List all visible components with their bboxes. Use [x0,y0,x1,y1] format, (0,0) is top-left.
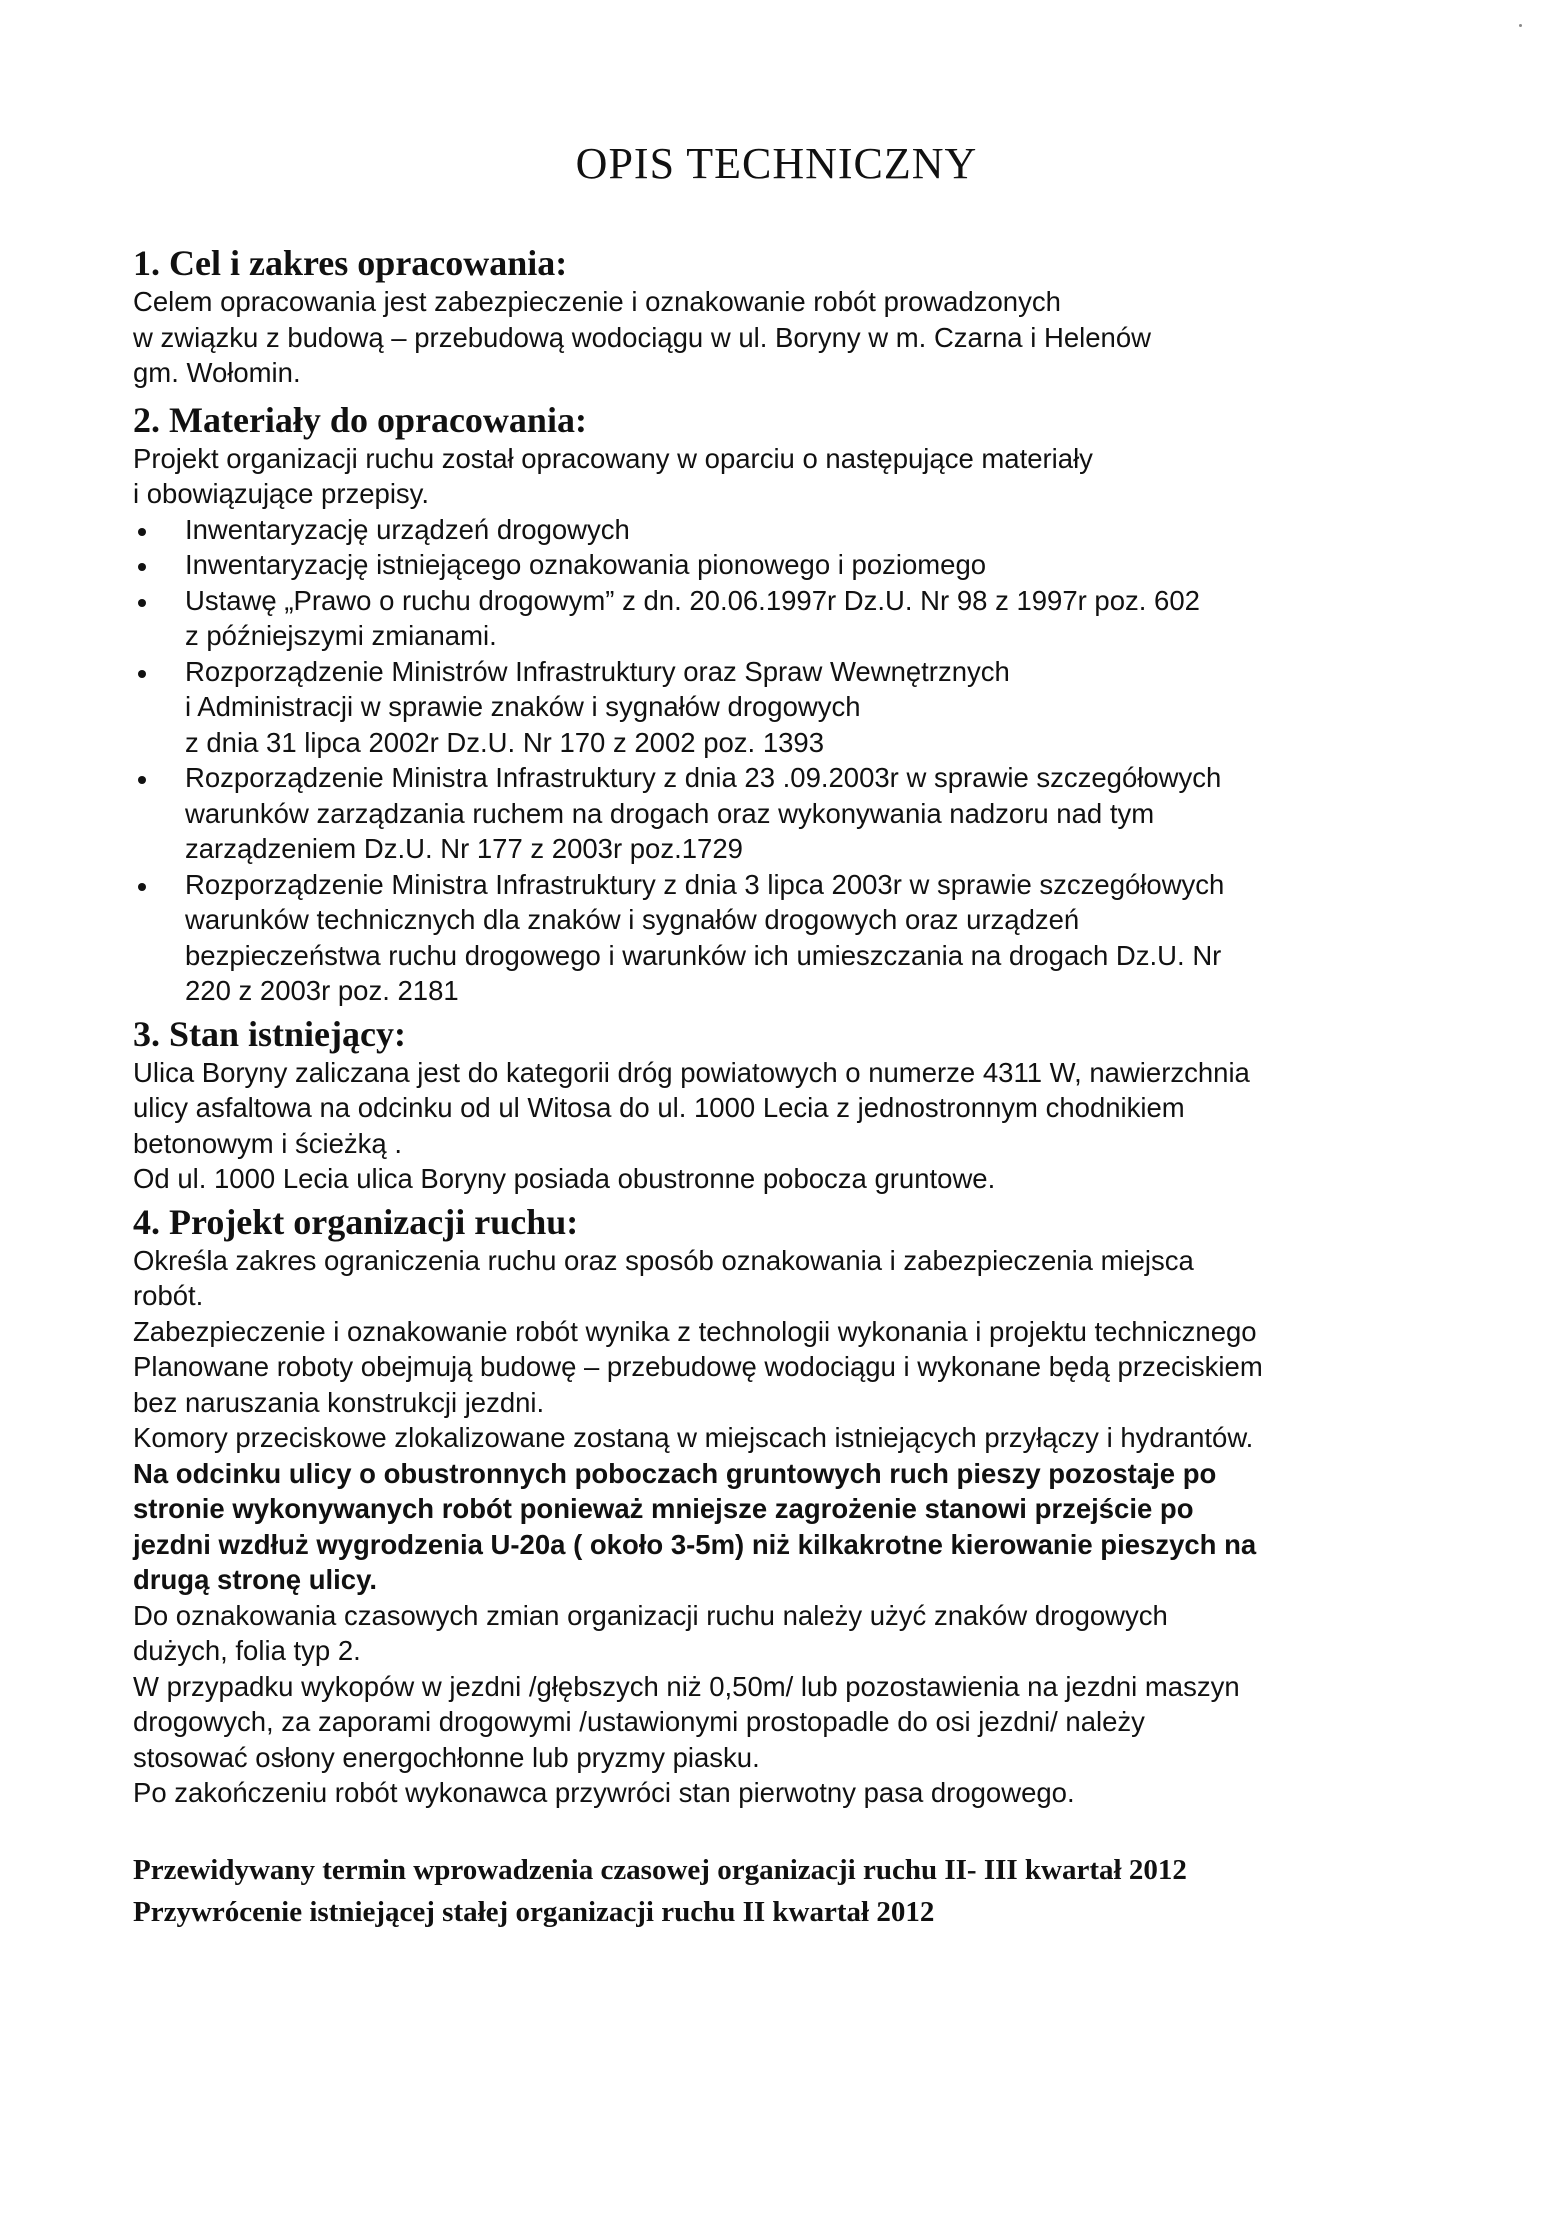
section-cel-i-zakres [133,242,1413,391]
bullet-icon [138,599,146,607]
section-heading: 2. Materiały do opracowania: [133,399,587,440]
document-title: OPIS TECHNICZNY [575,139,978,188]
list-item [133,654,1413,761]
paragraph: Od ul. 1000 Lecia ulica Boryny posiada obustronne pobocza gruntowe. [133,1163,996,1194]
list-item-text: Inwentaryzację urządzeń drogowych [185,513,630,545]
bullet-icon [138,563,146,571]
scan-artifact [1519,24,1522,27]
paragraph: Po zakończeniu robót wykonawca przywróci stan pierwotny pasa drogowego. [133,1777,1075,1808]
paragraph: Ulica Boryny zaliczana jest do kategorii dróg powiatowych o numerze 4311 W, nawierzchnia ulicy asfaltowa na odcinku od ul Witosa do ul. 1000 Lecia z jednostronnym chodnikiem betonowym i ścieżką . [133,1056,1250,1159]
bullet-icon [138,670,146,678]
list-item [133,583,1413,654]
paragraph: Komory przeciskowe zlokalizowane zostaną w miejscach istniejących przyłączy i hydrantów. [133,1422,1254,1453]
paragraph: Celem opracowania jest zabezpieczenie i oznakowanie robót prowadzonych w związku z budową – przebudową wodociągu w ul. Boryny w m. Czarna i Helenów gm. Wołomin. [133,286,1151,388]
list-item-text: Rozporządzenie Ministrów Infrastruktury oraz Spraw Wewnętrznych i Administracji w sprawie znaków i sygnałów drogowych z dnia 31 lipca 2002r Dz.U. Nr 170 z 2002 poz. 1393 [185,655,1010,758]
list-item-text: Inwentaryzację istniejącego oznakowania pionowego i poziomego [185,549,987,580]
schedule-line-restoration: Przywrócenie istniejącej stałej organizacji ruchu II kwartał 2012 [133,1895,935,1928]
paragraph: Planowane roboty obejmują budowę – przebudowę wodociągu i wykonane będą przeciskiem bez naruszania konstrukcji jezdni. [133,1351,1263,1418]
list-item [133,867,1413,1009]
section-heading: 1. Cel i zakres opracowania: [133,243,568,283]
list-item-text: Rozporządzenie Ministra Infrastruktury z dnia 23 .09.2003r w sprawie szczegółowych warunków zarządzania ruchem na drogach oraz wykonywania nadzoru nad tym zarządzeniem Dz.U. Nr 177 z 2003r poz.1729 [185,762,1222,864]
paragraph: Zabezpieczenie i oznakowanie robót wynika z technologii wykonania i projektu technicznego [133,1315,1257,1347]
section-heading: 3. Stan istniejący: [133,1013,406,1054]
section-materialy [133,399,1413,1009]
schedule-footer [133,1849,1413,1933]
list-item [133,512,1413,548]
section-stan-istniejacy [133,1013,1413,1197]
section-heading: 4. Projekt organizacji ruchu: [133,1201,579,1242]
list-item [133,547,1413,583]
materials-list [133,512,1413,1009]
paragraph: Określa zakres ograniczenia ruchu oraz sposób oznakowania i zabezpieczenia miejsca robót. [133,1244,1194,1311]
list-item [133,760,1413,867]
schedule-line-temporary: Przewidywany termin wprowadzenia czasowej organizacji ruchu II- III kwartał 2012 [133,1853,1187,1886]
bullet-icon [138,883,146,891]
paragraph: W przypadku wykopów w jezdni /głębszych niż 0,50m/ lub pozostawienia na jezdni maszyn drogowych, za zaporami drogowymi /ustawionymi prostopadle do osi jezdni/ należy stosować osłony energochłonne lub pryzmy piasku. [133,1670,1240,1773]
list-item-text: Rozporządzenie Ministra Infrastruktury z dnia 3 lipca 2003r w sprawie szczegółowych warunków technicznych dla znaków i sygnałów drogowych oraz urządzeń bezpieczeństwa ruchu drogowego i warunków ich umieszczania na drogach Dz.U. Nr 220 z 2003r poz. 2181 [185,868,1225,1006]
bullet-icon [138,528,146,536]
document-body [133,242,1413,1933]
paragraph: Do oznakowania czasowych zmian organizacji ruchu należy użyć znaków drogowych dużych, folia typ 2. [133,1599,1168,1666]
section-projekt-organizacji [133,1201,1413,1811]
paragraph: Projekt organizacji ruchu został opracowany w oparciu o następujące materiały i obowiązujące przepisy. [133,442,1093,509]
bold-paragraph: Na odcinku ulicy o obustronnych poboczach gruntowych ruch pieszy pozostaje po stronie wykonywanych robót ponieważ mniejsze zagrożenie stanowi przejście po jezdni wzdłuż wygrodzenia U-20a ( około 3-5m) niż kilkakrotne kierowanie pieszych na drugą stronę ulicy. [133,1457,1257,1595]
list-item-text: Ustawę „Prawo o ruchu drogowym” z dn. 20.06.1997r Dz.U. Nr 98 z 1997r poz. 602 z późniejszymi zmianami. [185,584,1200,651]
bullet-icon [138,776,146,784]
